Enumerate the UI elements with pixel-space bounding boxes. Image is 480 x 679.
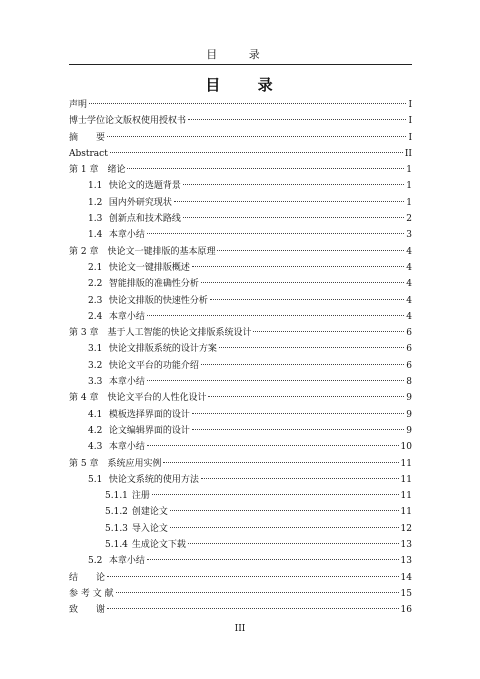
toc-entry-number: 1.3 bbox=[88, 214, 103, 225]
toc-chapter-5[interactable] bbox=[69, 456, 412, 472]
leader-dots bbox=[201, 282, 404, 283]
toc-entry-page: 1 bbox=[406, 197, 412, 208]
toc-section-4-2[interactable] bbox=[69, 423, 412, 439]
toc-entry-text: 智能排版的准确性分析 bbox=[108, 279, 199, 290]
leader-dots bbox=[147, 445, 399, 446]
toc-entry-page: 1 bbox=[406, 181, 412, 192]
toc-entry-text: 导入论文 bbox=[131, 523, 168, 534]
leader-dots bbox=[89, 103, 406, 104]
toc-entry-text: 模板选择界面的设计 bbox=[108, 409, 190, 420]
leader-dots bbox=[107, 576, 399, 577]
toc-entry-page: 9 bbox=[406, 409, 412, 420]
toc-entry-label: 结 论 bbox=[69, 572, 106, 583]
toc-entry-text: 创建论文 bbox=[131, 507, 168, 518]
toc-entry-text: 本章小结 bbox=[108, 230, 145, 241]
toc-entry-number: 5.2 bbox=[88, 556, 103, 567]
toc-entry-page: 4 bbox=[406, 311, 412, 322]
leader-dots bbox=[147, 380, 404, 381]
toc-entry-page: 14 bbox=[400, 572, 412, 583]
toc-chapter-2[interactable] bbox=[69, 244, 412, 260]
toc-entry-label bbox=[88, 211, 181, 227]
toc-section-1-1[interactable] bbox=[69, 178, 412, 194]
toc-entry-label bbox=[88, 260, 190, 276]
toc-entry-page: I bbox=[408, 132, 412, 143]
toc-section-3-3[interactable] bbox=[69, 374, 412, 390]
toc-entry-text: 本章小结 bbox=[108, 442, 145, 453]
toc-entry-text: 论文编辑界面的设计 bbox=[108, 425, 190, 436]
toc-entry-label: 第 5 章 系统应用实例 bbox=[69, 458, 162, 469]
toc-entry-label bbox=[88, 423, 190, 439]
leader-dots bbox=[192, 413, 404, 414]
toc-subsection-5-1-4[interactable] bbox=[69, 537, 412, 553]
toc-entry-number: 5.1.2 bbox=[105, 507, 128, 518]
toc-entry-label bbox=[105, 488, 150, 504]
toc-entry-text: 生成论文下载 bbox=[131, 540, 186, 551]
toc-entry-number: 3.2 bbox=[88, 360, 103, 371]
toc-entry-conclusion[interactable] bbox=[69, 570, 412, 586]
toc-entry-text: 快论文一键排版概述 bbox=[108, 262, 190, 273]
toc-entry-page: 15 bbox=[400, 588, 412, 599]
leader-dots bbox=[188, 543, 399, 544]
toc-entry-label: 参 考 文 献 bbox=[69, 588, 114, 599]
toc-chapter-4[interactable] bbox=[69, 390, 412, 406]
toc-entry-page: 16 bbox=[400, 605, 412, 616]
toc-section-1-3[interactable] bbox=[69, 211, 412, 227]
toc-entry-label: 第 2 章 快论文一键排版的基本原理 bbox=[69, 246, 216, 257]
toc-section-5-1[interactable] bbox=[69, 472, 412, 488]
leader-dots bbox=[192, 429, 404, 430]
toc-subsection-5-1-3[interactable] bbox=[69, 521, 412, 537]
toc-entry-copyright-authorization[interactable] bbox=[69, 113, 412, 129]
leader-dots bbox=[110, 152, 403, 153]
toc-entry-page: 4 bbox=[406, 279, 412, 290]
toc-entry-text: 本章小结 bbox=[108, 556, 145, 567]
toc-entry-page: 1 bbox=[406, 165, 412, 176]
toc-entry-text: 快论文平台的功能介绍 bbox=[108, 360, 199, 371]
leader-dots bbox=[219, 347, 404, 348]
leader-dots bbox=[183, 184, 404, 185]
toc-section-3-1[interactable] bbox=[69, 341, 412, 357]
leader-dots bbox=[201, 364, 404, 365]
toc-section-2-3[interactable] bbox=[69, 293, 412, 309]
leader-dots bbox=[170, 510, 399, 511]
toc-entry-page: II bbox=[404, 148, 412, 159]
toc-entry-label bbox=[88, 472, 199, 488]
toc-entry-label: 摘 要 bbox=[69, 132, 106, 143]
toc-entry-label: 第 1 章 绪论 bbox=[69, 165, 126, 176]
toc-entry-label: Abstract bbox=[69, 148, 108, 159]
toc-entry-number: 4.2 bbox=[88, 425, 103, 436]
leader-dots bbox=[217, 250, 404, 251]
toc-entry-page: 13 bbox=[400, 556, 412, 567]
toc-section-3-2[interactable] bbox=[69, 358, 412, 374]
toc-chapter-3[interactable] bbox=[69, 325, 412, 341]
leader-dots bbox=[170, 527, 399, 528]
toc-entry-page: 2 bbox=[406, 214, 412, 225]
leader-dots bbox=[147, 233, 404, 234]
toc-section-1-2[interactable] bbox=[69, 195, 412, 211]
toc-entry-page: 9 bbox=[406, 425, 412, 436]
table-of-contents bbox=[69, 97, 412, 619]
toc-entry-text: 快论文系统的使用方法 bbox=[108, 474, 199, 485]
toc-entry-text: 创新点和技术路线 bbox=[108, 214, 181, 225]
toc-subsection-5-1-1[interactable] bbox=[69, 488, 412, 504]
toc-entry-page: 11 bbox=[400, 474, 412, 485]
toc-entry-page: 9 bbox=[406, 393, 412, 404]
toc-entry-number: 5.1.4 bbox=[105, 540, 128, 551]
toc-entry-label bbox=[88, 358, 199, 374]
toc-entry-label bbox=[105, 537, 186, 553]
toc-entry-label bbox=[88, 553, 145, 569]
toc-entry-number: 4.3 bbox=[88, 442, 103, 453]
leader-dots bbox=[107, 608, 399, 609]
toc-entry-label bbox=[88, 439, 145, 455]
toc-entry-page: 6 bbox=[406, 360, 412, 371]
toc-entry-page: 11 bbox=[400, 458, 412, 469]
toc-entry-text: 本章小结 bbox=[108, 311, 145, 322]
leader-dots bbox=[163, 462, 398, 463]
toc-entry-label bbox=[88, 178, 181, 194]
toc-title: 目 录 bbox=[205, 76, 289, 94]
leader-dots bbox=[174, 201, 404, 202]
toc-entry-label bbox=[88, 227, 145, 243]
toc-entry-abstract-cn[interactable] bbox=[69, 130, 412, 146]
toc-entry-page: I bbox=[408, 116, 412, 127]
toc-entry-page: 11 bbox=[400, 491, 412, 502]
toc-entry-number: 5.1.1 bbox=[105, 491, 128, 502]
toc-entry-text: 注册 bbox=[131, 491, 150, 502]
header-rule bbox=[69, 64, 412, 65]
toc-entry-page: 4 bbox=[406, 246, 412, 257]
toc-entry-abstract-en[interactable] bbox=[69, 146, 412, 162]
toc-entry-text: 本章小结 bbox=[108, 377, 145, 388]
toc-entry-text: 快论文的选题背景 bbox=[108, 181, 181, 192]
toc-entry-text: 国内外研究现状 bbox=[108, 197, 172, 208]
toc-entry-label: 第 4 章 快论文平台的人性化设计 bbox=[69, 393, 207, 404]
leader-dots bbox=[127, 168, 404, 169]
toc-entry-number: 1.4 bbox=[88, 230, 103, 241]
toc-entry-page: 12 bbox=[400, 523, 412, 534]
toc-entry-page: 8 bbox=[406, 377, 412, 388]
toc-section-2-1[interactable] bbox=[69, 260, 412, 276]
toc-entry-number: 5.1 bbox=[88, 474, 103, 485]
toc-entry-page: 3 bbox=[406, 230, 412, 241]
leader-dots bbox=[152, 494, 399, 495]
toc-entry-page: 4 bbox=[406, 295, 412, 306]
toc-entry-label bbox=[105, 504, 168, 520]
toc-entry-text: 快论文排版系统的设计方案 bbox=[108, 344, 217, 355]
toc-entry-label bbox=[88, 407, 190, 423]
toc-entry-label bbox=[88, 309, 145, 325]
leader-dots bbox=[188, 119, 406, 120]
toc-section-5-2[interactable] bbox=[69, 553, 412, 569]
toc-entry-page: 11 bbox=[400, 507, 412, 518]
toc-section-2-4[interactable] bbox=[69, 309, 412, 325]
toc-entry-label: 致 谢 bbox=[69, 605, 106, 616]
toc-entry-number: 1.2 bbox=[88, 197, 103, 208]
toc-section-4-3[interactable] bbox=[69, 439, 412, 455]
toc-entry-number: 4.1 bbox=[88, 409, 103, 420]
toc-entry-number: 2.3 bbox=[88, 295, 103, 306]
toc-entry-number: 2.1 bbox=[88, 262, 103, 273]
toc-entry-text: 快论文排版的快速性分析 bbox=[108, 295, 208, 306]
leader-dots bbox=[116, 592, 399, 593]
toc-entry-label: 博士学位论文版权使用授权书 bbox=[69, 116, 187, 127]
toc-entry-page: 6 bbox=[406, 328, 412, 339]
toc-entry-page: 13 bbox=[400, 540, 412, 551]
toc-entry-label: 第 3 章 基于人工智能的快论文排版系统设计 bbox=[69, 328, 252, 339]
toc-entry-number: 2.4 bbox=[88, 311, 103, 322]
toc-section-1-4[interactable] bbox=[69, 227, 412, 243]
leader-dots bbox=[201, 478, 399, 479]
leader-dots bbox=[253, 331, 404, 332]
toc-section-4-1[interactable] bbox=[69, 407, 412, 423]
toc-entry-number: 3.1 bbox=[88, 344, 103, 355]
toc-entry-page: 4 bbox=[406, 262, 412, 273]
toc-entry-number: 3.3 bbox=[88, 377, 103, 388]
leader-dots bbox=[147, 315, 404, 316]
leader-dots bbox=[147, 559, 399, 560]
toc-entry-label bbox=[88, 276, 199, 292]
toc-entry-label bbox=[88, 341, 217, 357]
toc-entry-acknowledgements[interactable] bbox=[69, 602, 412, 618]
toc-subsection-5-1-2[interactable] bbox=[69, 504, 412, 520]
leader-dots bbox=[107, 136, 406, 137]
leader-dots bbox=[210, 299, 404, 300]
toc-entry-page: 10 bbox=[400, 442, 412, 453]
toc-entry-label: 声明 bbox=[69, 100, 88, 110]
toc-entry-label bbox=[88, 195, 172, 211]
toc-chapter-1[interactable] bbox=[69, 162, 412, 178]
toc-entry-label bbox=[105, 521, 168, 537]
toc-entry-label bbox=[88, 374, 145, 390]
page-number: III bbox=[234, 624, 246, 634]
toc-section-2-2[interactable] bbox=[69, 276, 412, 292]
toc-entry-label bbox=[88, 293, 208, 309]
toc-entry-declaration[interactable] bbox=[69, 97, 412, 113]
toc-entry-page: I bbox=[408, 100, 412, 110]
toc-entry-page: 6 bbox=[406, 344, 412, 355]
leader-dots bbox=[183, 217, 404, 218]
leader-dots bbox=[208, 396, 404, 397]
leader-dots bbox=[192, 266, 404, 267]
toc-entry-number: 2.2 bbox=[88, 279, 103, 290]
toc-entry-references[interactable] bbox=[69, 586, 412, 602]
toc-entry-number: 5.1.3 bbox=[105, 523, 128, 534]
running-header: 目 录 bbox=[206, 48, 274, 61]
toc-entry-number: 1.1 bbox=[88, 181, 103, 192]
